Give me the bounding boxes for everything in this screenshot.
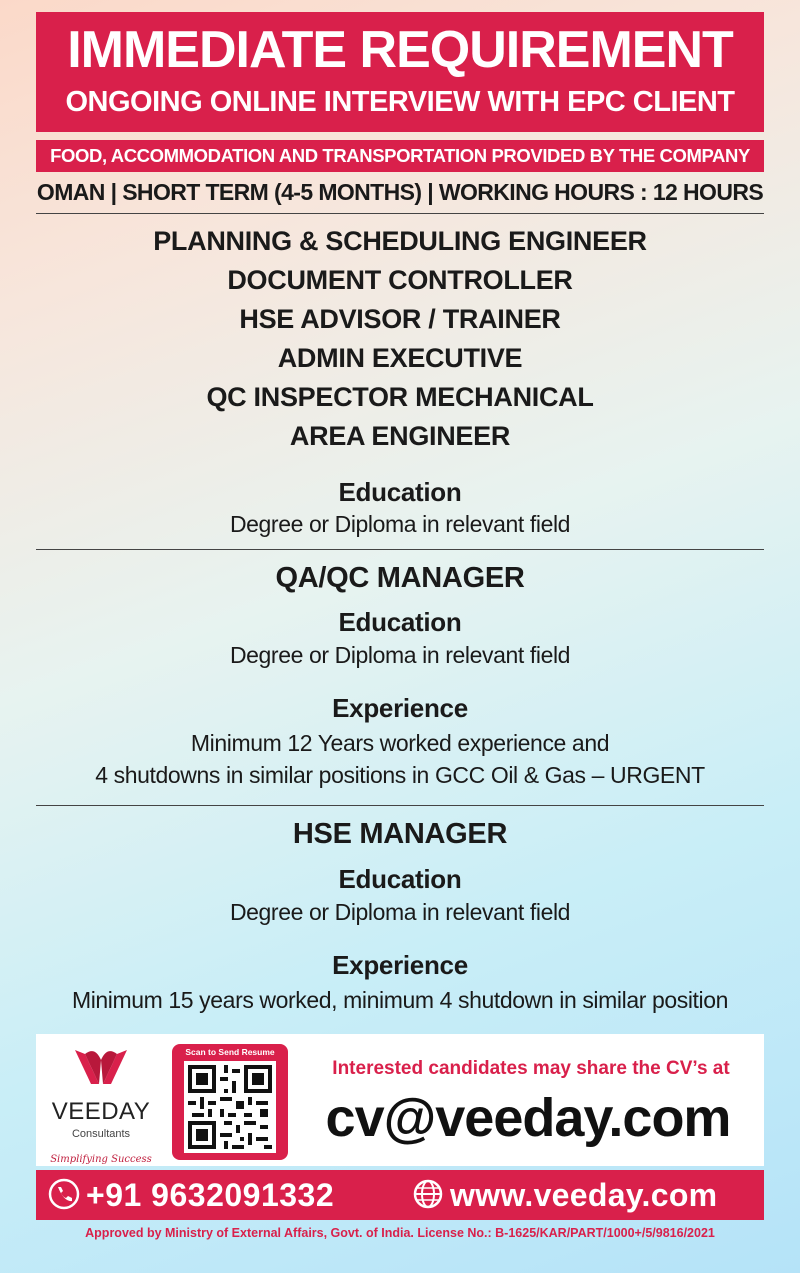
- globe-icon: [412, 1178, 444, 1210]
- education-text: Degree or Diploma in relevant field: [229, 511, 571, 537]
- job-info-line: OMAN | SHORT TERM (4-5 MONTHS) | WORKING HOURS : 12 HOURS: [36, 179, 764, 205]
- contact-card: [36, 1034, 764, 1166]
- header-subtitle: ONGOING ONLINE INTERVIEW WITH EPC CLIENT: [65, 86, 735, 118]
- header-title: IMMEDIATE REQUIREMENT: [67, 21, 733, 79]
- phone-icon: [48, 1178, 80, 1210]
- experience-label: Experience: [332, 950, 468, 980]
- experience-text: 4 shutdowns in similar positions in GCC Oil & Gas – URGENT: [95, 762, 705, 788]
- position-title: AREA ENGINEER: [289, 421, 511, 451]
- education-text: Degree or Diploma in relevant field: [229, 642, 571, 668]
- position-title: PLANNING & SCHEDULING ENGINEER: [153, 226, 647, 256]
- qr-card[interactable]: [172, 1044, 288, 1160]
- education-label: Education: [338, 477, 462, 507]
- education-text: Degree or Diploma in relevant field: [229, 899, 571, 925]
- qr-caption: Scan to Send Resume: [185, 1047, 275, 1057]
- position-title: DOCUMENT CONTROLLER: [227, 265, 573, 295]
- logo-name: VEEDAY: [51, 1098, 151, 1125]
- position-title: ADMIN EXECUTIVE: [277, 343, 523, 373]
- license-text: Approved by Ministry of External Affairs, Govt. of India. License No.: B-1625/KAR/PART/1000+/5/9816/2021: [85, 1226, 715, 1240]
- logo-tagline: Simplifying Success: [50, 1154, 152, 1165]
- contact-bar: [36, 1170, 764, 1220]
- veeday-logo-mark-icon: [69, 1042, 133, 1092]
- experience-label: Experience: [332, 693, 468, 723]
- position-title: QC INSPECTOR MECHANICAL: [206, 382, 594, 412]
- education-label: Education: [338, 864, 462, 894]
- header-banner: [36, 12, 764, 132]
- experience-text: Minimum 12 Years worked experience and: [190, 730, 610, 756]
- divider: [36, 805, 764, 806]
- experience-text: Minimum 15 years worked, minimum 4 shutdown in similar position: [71, 987, 729, 1013]
- hse-manager-title: HSE MANAGER: [292, 818, 508, 850]
- divider: [36, 549, 764, 550]
- divider: [36, 213, 764, 214]
- email-address[interactable]: cv@veeday.com: [325, 1088, 731, 1148]
- veeday-logo: [36, 1042, 166, 1165]
- logo-subtitle: Consultants: [71, 1128, 131, 1140]
- position-title: HSE ADVISOR / TRAINER: [239, 304, 561, 334]
- benefits-bar: FOOD, ACCOMMODATION AND TRANSPORTATION PROVIDED BY THE COMPANY: [36, 140, 764, 172]
- education-label: Education: [338, 607, 462, 637]
- phone-number[interactable]: +91 9632091332: [86, 1177, 335, 1213]
- cv-share-text: Interested candidates may share the CV’s at: [332, 1058, 730, 1079]
- qaqc-manager-title: QA/QC MANAGER: [275, 562, 525, 594]
- website-link[interactable]: www.veeday.com: [450, 1177, 718, 1213]
- qr-code-icon[interactable]: [184, 1061, 276, 1153]
